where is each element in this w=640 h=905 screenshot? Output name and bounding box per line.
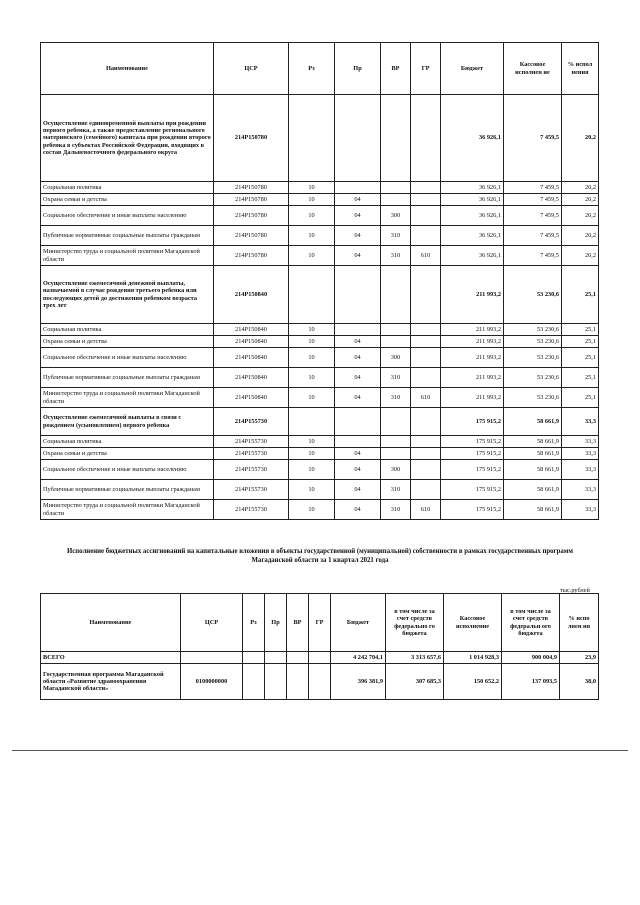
table-cell: 214P150840: [214, 348, 289, 368]
table-row: [41, 95, 599, 182]
table-cell: 214P150780: [214, 95, 289, 182]
table-cell: 175 915,2: [441, 500, 504, 520]
table-cell: 7 459,5: [504, 182, 562, 194]
table-cell: Осуществление единовременной выплаты при рождении первого ребенка, а также предоставление регионального материнского (семейного) капитала при рождении второго ребенка в субъектах Российской Федерации, входящих в состав Дальневосточного федерального округа: [41, 95, 214, 182]
table-cell: [289, 408, 335, 436]
table-cell: Публичные нормативные социальные выплаты гражданам: [41, 368, 214, 388]
table-cell: 10: [289, 206, 335, 226]
table-cell: [381, 408, 411, 436]
table-cell: [411, 436, 441, 448]
table-row: [41, 336, 599, 348]
table-row: [41, 194, 599, 206]
table-cell: 58 661,9: [504, 448, 562, 460]
table-cell: 10: [289, 246, 335, 266]
table-cell: 33,3: [562, 448, 599, 460]
table-cell: [335, 182, 381, 194]
table-cell: 175 915,2: [441, 460, 504, 480]
table-cell: 214P150840: [214, 266, 289, 324]
table-cell: 33,3: [562, 436, 599, 448]
table-cell: [411, 408, 441, 436]
table-cell: Министерство труда и социальной политики Магаданской области: [41, 500, 214, 520]
units-label: тыс.рублей: [560, 587, 590, 594]
table-cell: 175 915,2: [441, 436, 504, 448]
table-row: [41, 266, 599, 324]
table-cell: 310: [381, 388, 411, 408]
table-cell: 214P155730: [214, 436, 289, 448]
table-cell: 7 459,5: [504, 246, 562, 266]
table-cell: 33,3: [562, 460, 599, 480]
table-row: [41, 460, 599, 480]
table-cell: 36 926,1: [441, 194, 504, 206]
table-cell: [411, 448, 441, 460]
table-row: [41, 408, 599, 436]
table-cell: 36 926,1: [441, 246, 504, 266]
table-cell: 53 230,6: [504, 324, 562, 336]
table-cell: Осуществление ежемесячной выплаты в связи с рождением (усыновлением) первого ребенка: [41, 408, 214, 436]
table-cell: 214P155730: [214, 460, 289, 480]
table-cell: ВСЕГО: [41, 652, 181, 664]
table-row: [41, 226, 599, 246]
page-divider: [12, 750, 628, 751]
table-cell: 396 381,9: [331, 664, 386, 700]
table-cell: [411, 324, 441, 336]
table-cell: 211 993,2: [441, 266, 504, 324]
table-cell: 10: [289, 182, 335, 194]
table-cell: 33,3: [562, 500, 599, 520]
table-cell: [381, 95, 411, 182]
table-cell: 300: [381, 348, 411, 368]
table-cell: 310: [381, 480, 411, 500]
table-cell: 04: [335, 388, 381, 408]
table-cell: 58 661,9: [504, 460, 562, 480]
table-cell: [411, 206, 441, 226]
table-cell: [335, 324, 381, 336]
table-cell: 214P150840: [214, 368, 289, 388]
table-cell: 25,1: [562, 336, 599, 348]
table-cell: 10: [289, 336, 335, 348]
table-cell: 4 242 704,1: [331, 652, 386, 664]
table-row: [41, 348, 599, 368]
table-cell: Охрана семьи и детства: [41, 448, 214, 460]
table-cell: [411, 480, 441, 500]
table-cell: Министерство труда и социальной политики Магаданской области: [41, 388, 214, 408]
table-cell: 10: [289, 368, 335, 388]
table2-header-row: [41, 594, 599, 652]
table-cell: [335, 436, 381, 448]
table-cell: 214P150840: [214, 336, 289, 348]
table1-header: % испол нения: [562, 43, 599, 95]
table-cell: 53 230,6: [504, 368, 562, 388]
table-cell: 04: [335, 368, 381, 388]
table-cell: Осуществление ежемесячной денежной выплаты, назначаемой в случае рождения третьего ребенка или последующих детей до достижения ребенком возраста трех лет: [41, 266, 214, 324]
table-cell: 610: [411, 388, 441, 408]
table-row: [41, 480, 599, 500]
table-cell: [309, 652, 331, 664]
table2-header: Рз: [243, 594, 265, 652]
table-cell: 20,2: [562, 226, 599, 246]
table-row: [41, 448, 599, 460]
table-cell: [381, 266, 411, 324]
table1-header-row: [41, 43, 599, 95]
table-cell: Социальная политика: [41, 324, 214, 336]
table-cell: Социальная политика: [41, 436, 214, 448]
table-cell: 33,3: [562, 480, 599, 500]
table-cell: 04: [335, 480, 381, 500]
table-cell: Социальная политика: [41, 182, 214, 194]
table-cell: 610: [411, 246, 441, 266]
table-cell: 04: [335, 348, 381, 368]
table-cell: 214P150780: [214, 194, 289, 206]
table2-header: в том числе за счет средств федерально го бюджета: [386, 594, 444, 652]
table-cell: 20,2: [562, 182, 599, 194]
table-row: [41, 324, 599, 336]
table-cell: 53 230,6: [504, 388, 562, 408]
table-cell: 7 459,5: [504, 206, 562, 226]
table-cell: 175 915,2: [441, 480, 504, 500]
table-cell: 04: [335, 500, 381, 520]
table-cell: 175 915,2: [441, 408, 504, 436]
budget-table-1: [40, 42, 599, 520]
table-cell: 10: [289, 500, 335, 520]
table-row: [41, 436, 599, 448]
table-cell: 214P155730: [214, 448, 289, 460]
table-cell: [381, 182, 411, 194]
table-cell: 211 993,2: [441, 368, 504, 388]
table-cell: 10: [289, 324, 335, 336]
table1-header: Пр: [335, 43, 381, 95]
table-cell: 310: [381, 500, 411, 520]
table-cell: 214P150780: [214, 206, 289, 226]
table-cell: 25,1: [562, 368, 599, 388]
table-cell: [411, 226, 441, 246]
table-cell: 53 230,6: [504, 336, 562, 348]
table2-header: Бюджет: [331, 594, 386, 652]
table-cell: [411, 182, 441, 194]
table-cell: 33,3: [562, 408, 599, 436]
table-cell: 58 661,9: [504, 480, 562, 500]
table-cell: 25,1: [562, 266, 599, 324]
table-cell: [381, 336, 411, 348]
table-cell: 36 926,1: [441, 226, 504, 246]
table-cell: [309, 664, 331, 700]
table-cell: Министерство труда и социальной политики Магаданской области: [41, 246, 214, 266]
table-cell: 610: [411, 500, 441, 520]
table-cell: 310: [381, 246, 411, 266]
table-cell: 3 313 657,6: [386, 652, 444, 664]
table-cell: 900 004,9: [502, 652, 560, 664]
table2-header: ЦСР: [181, 594, 243, 652]
table-cell: 36 926,1: [441, 182, 504, 194]
table-cell: [381, 324, 411, 336]
table1-header: ЦСР: [214, 43, 289, 95]
table-cell: [411, 95, 441, 182]
table-cell: 53 230,6: [504, 348, 562, 368]
table2-header: Наименование: [41, 594, 181, 652]
table-cell: 38,0: [560, 664, 599, 700]
table-cell: [411, 266, 441, 324]
table-cell: 36 926,1: [441, 206, 504, 226]
table-cell: [381, 448, 411, 460]
table-row: [41, 388, 599, 408]
table-cell: 25,1: [562, 324, 599, 336]
table-cell: Социальное обеспечение и иные выплаты населению: [41, 348, 214, 368]
table-row: [41, 246, 599, 266]
table-cell: 25,1: [562, 348, 599, 368]
table-cell: 20,2: [562, 246, 599, 266]
table-cell: 04: [335, 460, 381, 480]
table-cell: 214P155730: [214, 500, 289, 520]
table1-header: Наименование: [41, 43, 214, 95]
table-cell: [265, 664, 287, 700]
table-cell: 7 459,5: [504, 226, 562, 246]
table-cell: [381, 194, 411, 206]
table-cell: 25,1: [562, 388, 599, 408]
table1-header: Кассовое исполнен ие: [504, 43, 562, 95]
table-row: [41, 664, 599, 700]
table-row: [41, 500, 599, 520]
table-cell: 300: [381, 460, 411, 480]
table-cell: 53 230,6: [504, 266, 562, 324]
table1-header: Бюджет: [441, 43, 504, 95]
table-cell: 10: [289, 226, 335, 246]
table-cell: [265, 652, 287, 664]
budget-table-2: [40, 593, 599, 700]
table-cell: [411, 194, 441, 206]
table-cell: 04: [335, 226, 381, 246]
table1-header: Рз: [289, 43, 335, 95]
table-cell: [181, 652, 243, 664]
table-cell: Охрана семьи и детства: [41, 194, 214, 206]
table2-header: Кассовое исполнение: [444, 594, 502, 652]
table-cell: Публичные нормативные социальные выплаты гражданам: [41, 480, 214, 500]
table2-header: ВР: [287, 594, 309, 652]
table1-header: ВР: [381, 43, 411, 95]
table-cell: 04: [335, 336, 381, 348]
table-cell: 211 993,2: [441, 388, 504, 408]
table-cell: Социальное обеспечение и иные выплаты населению: [41, 206, 214, 226]
table-cell: 214P150780: [214, 246, 289, 266]
table-cell: Публичные нормативные социальные выплаты гражданам: [41, 226, 214, 246]
table-cell: [243, 664, 265, 700]
table-cell: 214P155730: [214, 408, 289, 436]
table-cell: 211 993,2: [441, 324, 504, 336]
table-cell: 58 661,9: [504, 436, 562, 448]
table-cell: [335, 408, 381, 436]
section-title: Исполнение бюджетных ассигнований на капитальные вложения в объекты государственной (муниципальной) собственности в рамках государственных программ Магаданской области за 1 квартал 2021 года: [66, 548, 574, 564]
table2-header: в том числе за счет средств федеральн ого бюджета: [502, 594, 560, 652]
table-cell: 307 685,3: [386, 664, 444, 700]
table-cell: 10: [289, 480, 335, 500]
table-cell: 20,2: [562, 194, 599, 206]
table-cell: 58 661,9: [504, 408, 562, 436]
table-cell: 300: [381, 206, 411, 226]
table-cell: 211 993,2: [441, 348, 504, 368]
table-row: [41, 368, 599, 388]
table-cell: [289, 266, 335, 324]
table-cell: [287, 664, 309, 700]
table1-header: ГР: [411, 43, 441, 95]
table-cell: [335, 95, 381, 182]
table-cell: Социальное обеспечение и иные выплаты населению: [41, 460, 214, 480]
table-cell: 175 915,2: [441, 448, 504, 460]
table-cell: [243, 652, 265, 664]
table-cell: 36 926,1: [441, 95, 504, 182]
table-row: [41, 182, 599, 194]
table-cell: [381, 436, 411, 448]
table-cell: [411, 336, 441, 348]
table-cell: 04: [335, 246, 381, 266]
table-cell: 214P150780: [214, 182, 289, 194]
table-cell: 7 459,5: [504, 194, 562, 206]
table-cell: 310: [381, 226, 411, 246]
table-cell: 10: [289, 348, 335, 368]
table-cell: 20,2: [562, 95, 599, 182]
table-cell: 214P155730: [214, 480, 289, 500]
table-cell: [287, 652, 309, 664]
table-cell: [335, 266, 381, 324]
table-cell: 137 093,5: [502, 664, 560, 700]
table-cell: 0100000000: [181, 664, 243, 700]
table-cell: [411, 460, 441, 480]
table2-header: Пр: [265, 594, 287, 652]
table-cell: 1 014 928,3: [444, 652, 502, 664]
table-cell: 20,2: [562, 206, 599, 226]
table-cell: 150 652,2: [444, 664, 502, 700]
table-cell: 04: [335, 448, 381, 460]
table-cell: 10: [289, 436, 335, 448]
table-cell: 7 459,5: [504, 95, 562, 182]
table2-header: ГР: [309, 594, 331, 652]
table-cell: 04: [335, 206, 381, 226]
table-cell: Государственная программа Магаданской области «Развитие здравоохранения Магаданской области»: [41, 664, 181, 700]
table2-header: % испо лнен ия: [560, 594, 599, 652]
table-row: [41, 206, 599, 226]
table-cell: [289, 95, 335, 182]
table-cell: [411, 368, 441, 388]
table-cell: 04: [335, 194, 381, 206]
table-cell: 214P150840: [214, 324, 289, 336]
table-row: [41, 652, 599, 664]
table-cell: 214P150780: [214, 226, 289, 246]
table-cell: [411, 348, 441, 368]
table-cell: 58 661,9: [504, 500, 562, 520]
table-cell: 211 993,2: [441, 336, 504, 348]
table-cell: 310: [381, 368, 411, 388]
table-cell: 10: [289, 194, 335, 206]
table-cell: 10: [289, 388, 335, 408]
table-cell: 23,9: [560, 652, 599, 664]
table-cell: 10: [289, 448, 335, 460]
table-cell: 214P150840: [214, 388, 289, 408]
table-cell: Охрана семьи и детства: [41, 336, 214, 348]
table-cell: 10: [289, 460, 335, 480]
